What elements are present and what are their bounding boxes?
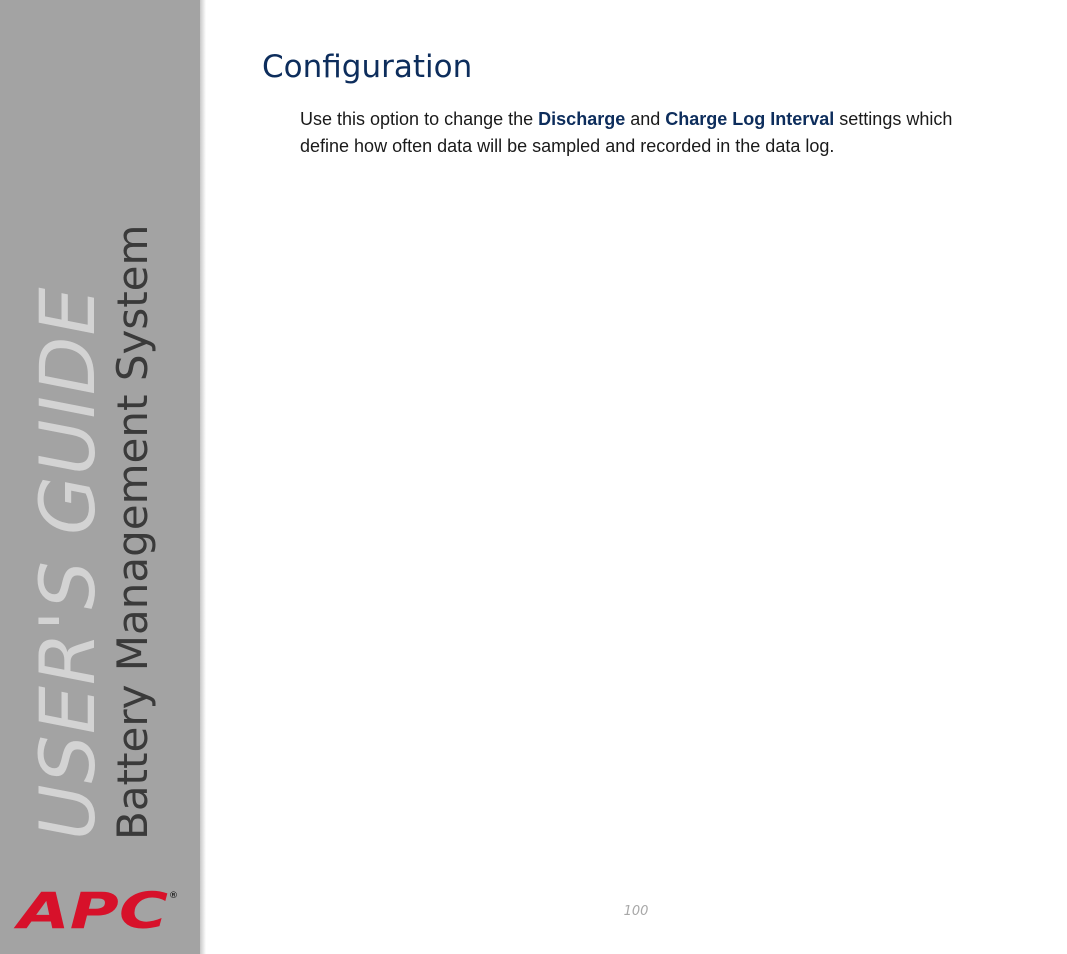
sidebar	[0, 0, 200, 954]
apc-logo	[12, 882, 178, 940]
product-name: Battery Management System	[108, 224, 157, 840]
page-number: 100	[623, 904, 649, 919]
term-charge-log-interval: Charge Log Interval	[665, 109, 835, 129]
intro-paragraph	[300, 106, 990, 160]
sidebar-shadow	[200, 0, 206, 954]
guide-title: USER'S GUIDE	[23, 286, 112, 840]
logo-text: APC	[12, 882, 169, 940]
intro-text-end: settings which define how often data will be sampled and recorded in the data log.	[300, 109, 953, 156]
term-discharge: Discharge	[538, 109, 626, 129]
intro-text-start: Use this option to change the	[300, 109, 539, 129]
logo-registered-mark: ®	[169, 891, 178, 901]
intro-text-and: and	[625, 109, 666, 129]
page-title: Configuration	[262, 49, 473, 85]
